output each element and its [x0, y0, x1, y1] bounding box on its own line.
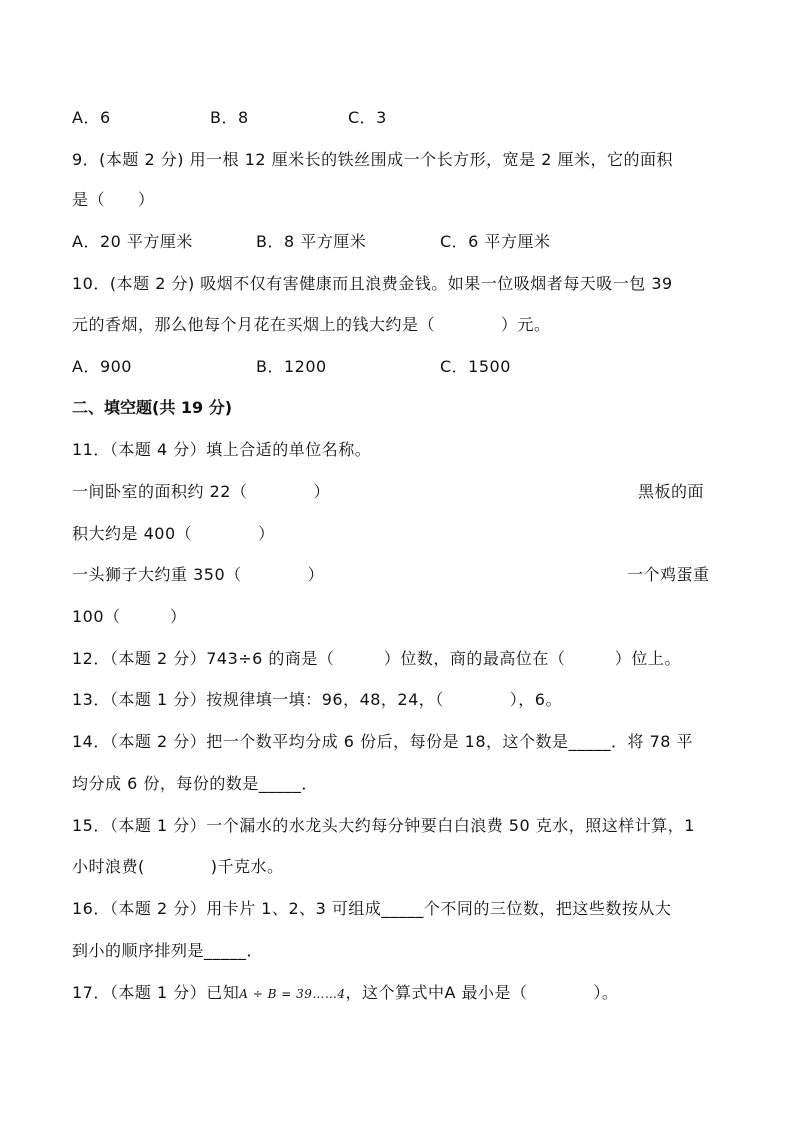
- q9-stem-line1: 9．(本题 2 分) 用一根 12 厘米长的铁丝围成一个长方形，宽是 2 厘米，它的面积: [72, 150, 673, 169]
- q12-stem: 12．（本题 2 分）743÷6 的商是（ ）位数，商的最高位在（ ）位上。: [72, 649, 681, 668]
- q9-stem-line2: 是（ ）: [72, 190, 155, 209]
- q11-item-egg-end: 100（ ）: [72, 607, 187, 626]
- q16-stem-line1: 16．（本题 2 分）用卡片 1、2、3 可组成_____个不同的三位数，把这些数按从大: [72, 899, 672, 918]
- q8-option-c: C．3: [348, 108, 387, 127]
- q9-option-b: B．8 平方厘米: [256, 232, 367, 251]
- q17-prefix: 17．（本题 1 分）已知: [72, 983, 240, 1002]
- q9-option-a: A．20 平方厘米: [72, 232, 193, 251]
- q10-option-c: C．1500: [440, 357, 511, 376]
- q14-stem-line2: 均分成 6 份，每份的数是_____．: [72, 774, 318, 793]
- q11-stem: 11．（本题 4 分）填上合适的单位名称。: [72, 440, 372, 459]
- q9-option-c: C．6 平方厘米: [440, 232, 551, 251]
- q14-stem-line1: 14．（本题 2 分）把一个数平均分成 6 份后，每份是 18，这个数是_____．将 78 平: [72, 732, 694, 751]
- q11-item-blackboard-start: 黑板的面: [638, 482, 705, 501]
- q11-item-bedroom: 一间卧室的面积约 22（ ）: [72, 482, 330, 501]
- q17-suffix: ，这个算式中A 最小是（ ）。: [345, 983, 619, 1002]
- q15-stem-line1: 15．（本题 1 分）一个漏水的水龙头大约每分钟要白白浪费 50 克水，照这样计算，1: [72, 816, 695, 835]
- q8-option-b: B．8: [210, 108, 249, 127]
- q8-option-a: A．6: [72, 108, 111, 127]
- q17-formula: A ÷ B = 39……4: [239, 987, 346, 1001]
- q10-option-b: B．1200: [256, 357, 327, 376]
- q10-option-a: A．900: [72, 357, 132, 376]
- q15-stem-line2: 小时浪费( )千克水。: [72, 857, 284, 876]
- q11-item-egg-start: 一个鸡蛋重: [627, 565, 710, 584]
- q17-stem: [72, 982, 619, 1005]
- q11-item-lion: 一头狮子大约重 350（ ）: [72, 565, 325, 584]
- q13-stem: 13．（本题 1 分）按规律填一填：96，48，24，（ ），6。: [72, 690, 562, 709]
- q10-stem-line2: 元的香烟，那么他每个月花在买烟上的钱大约是（ ）元。: [72, 315, 551, 334]
- q11-item-blackboard-end: 积大约是 400（ ）: [72, 524, 275, 543]
- section-title-fill-in: 二、填空题(共 19 分): [72, 398, 233, 417]
- q16-stem-line2: 到小的顺序排列是_____．: [72, 941, 264, 960]
- q10-stem-line1: 10．(本题 2 分) 吸烟不仅有害健康而且浪费金钱。如果一位吸烟者每天吸一包 39: [72, 274, 673, 293]
